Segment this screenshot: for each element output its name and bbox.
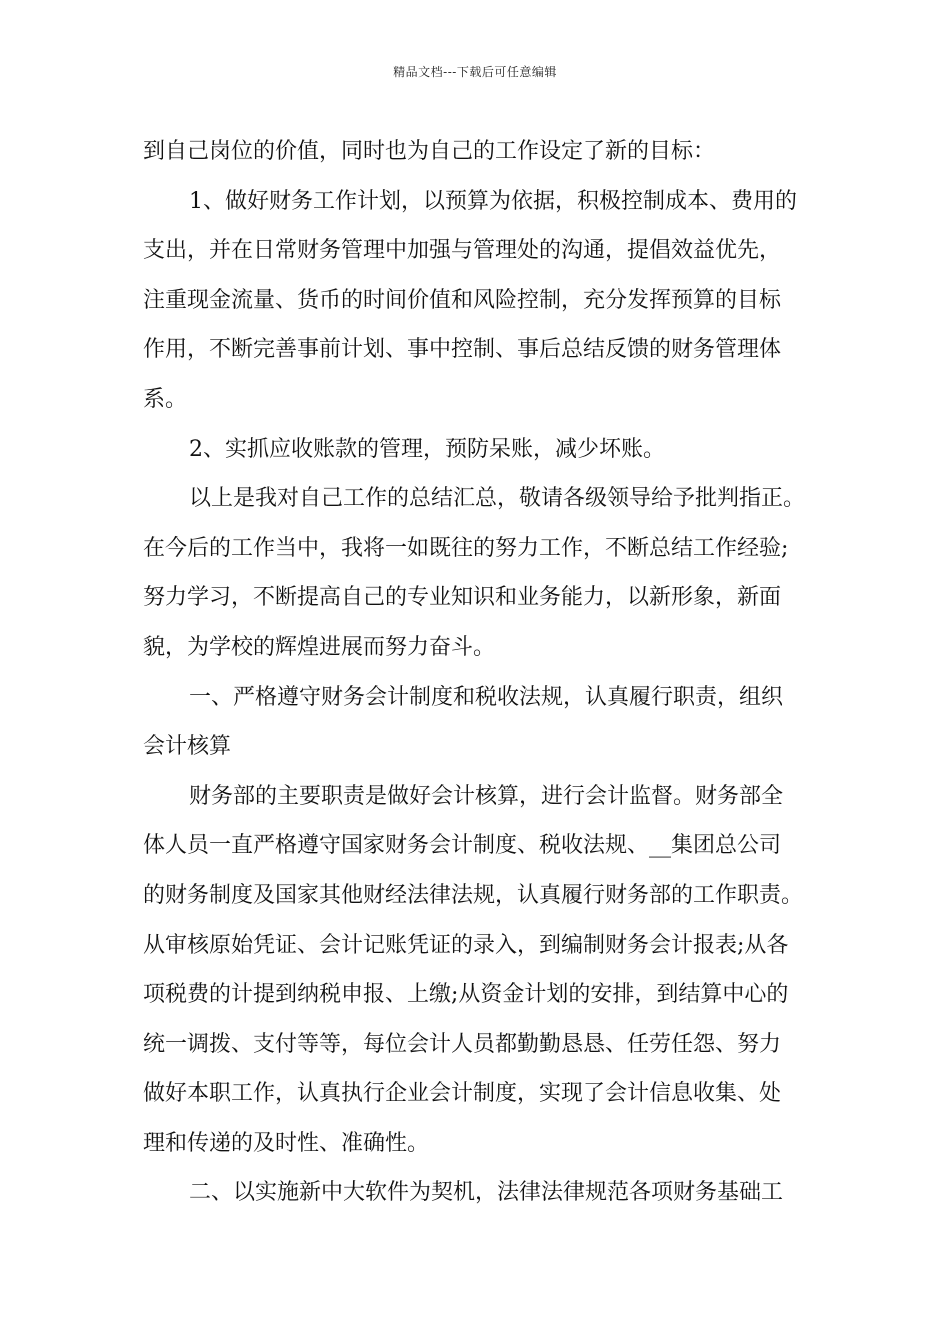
text-line: 貌，为学校的辉煌进展而努力奋斗。 <box>143 634 496 660</box>
text-line: 系。 <box>143 386 188 412</box>
text-line: 注重现金流量、货币的时间价值和风险控制，充分发挥预算的目标 <box>143 287 782 313</box>
page-header: 精品文档---下载后可任意编辑 <box>393 65 557 79</box>
text-line: 做好本职工作，认真执行企业会计制度，实现了会计信息收集、处 <box>143 1081 782 1107</box>
text-line: 财务部的主要职责是做好会计核算，进行会计监督。财务部全 <box>189 783 784 809</box>
text-line: 在今后的工作当中，我将一如既往的努力工作，不断总结工作经验; <box>143 535 789 561</box>
text-line: 2、实抓应收账款的管理，预防呆账，减少坏账。 <box>189 436 665 462</box>
text-line: 从审核原始凭证、会计记账凭证的录入，到编制财务会计报表;从各 <box>143 932 789 958</box>
text-line: 作用，不断完善事前计划、事中控制、事后总结反馈的财务管理体 <box>143 337 782 363</box>
text-line: 的财务制度及国家其他财经法律法规，认真履行财务部的工作职责。 <box>143 882 804 908</box>
text-line: 一、严格遵守财务会计制度和税收法规，认真履行职责，组织 <box>189 684 784 710</box>
text-line: 支出，并在日常财务管理中加强与管理处的沟通，提倡效益优先， <box>143 238 782 264</box>
text-line: 到自己岗位的价值，同时也为自己的工作设定了新的目标： <box>143 139 716 164</box>
text-line: 努力学习，不断提高自己的专业知识和业务能力，以新形象，新面 <box>143 585 782 611</box>
document-body <box>143 127 823 1218</box>
text-line: 会计核算 <box>143 734 232 760</box>
text-line: 项税费的计提到纳税申报、上缴;从资金计划的安排，到结算中心的 <box>143 982 789 1008</box>
text-line: 理和传递的及时性、准确性。 <box>143 1130 430 1156</box>
text-line: 以上是我对自己工作的总结汇总，敬请各级领导给予批判指正。 <box>189 486 806 512</box>
text-line: 统一调拨、支付等等，每位会计人员都勤勤恳恳、任劳任怨、努力 <box>143 1031 782 1057</box>
text-line: 1、做好财务工作计划，以预算为依据，积极控制成本、费用的 <box>189 188 797 214</box>
text-line: 体人员一直严格遵守国家财务会计制度、税收法规、__集团总公司 <box>143 833 782 859</box>
text-line: 二、以实施新中大软件为契机，法律法律规范各项财务基础工 <box>189 1180 784 1206</box>
